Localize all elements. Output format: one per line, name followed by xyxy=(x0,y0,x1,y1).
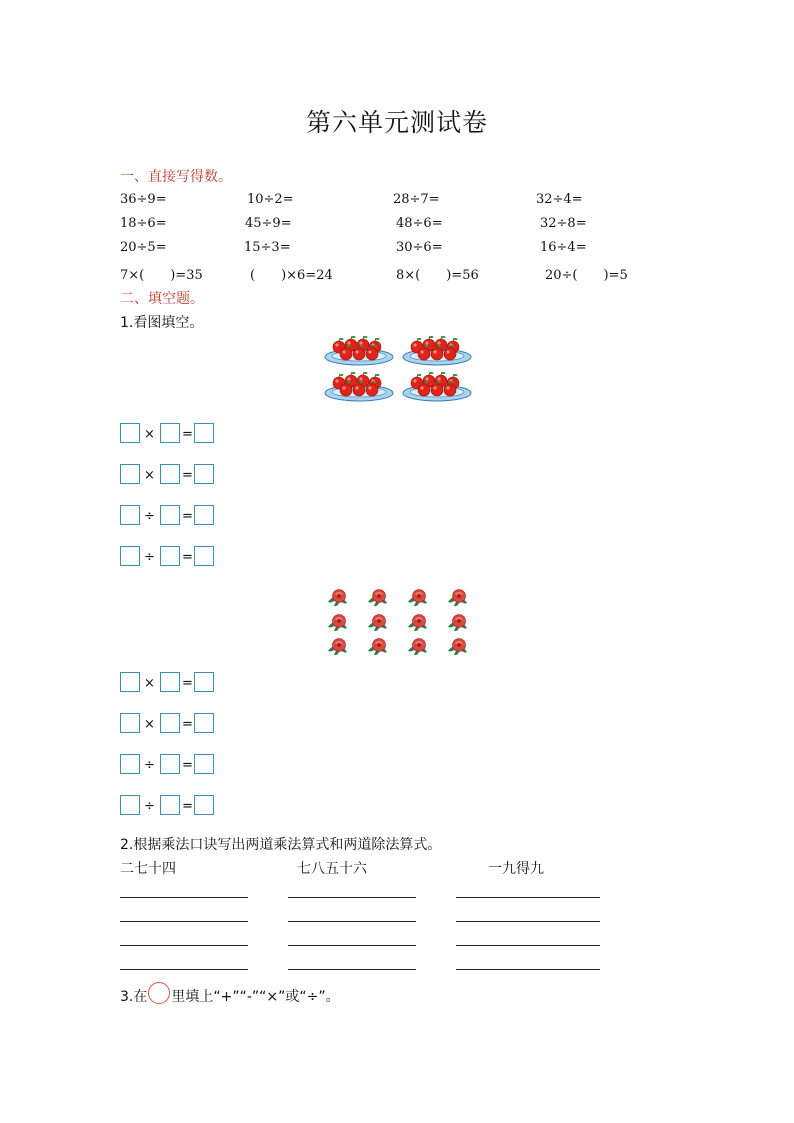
flower xyxy=(328,639,347,656)
section-heading-2: 二、填空题。 xyxy=(120,291,204,307)
operator: × xyxy=(144,676,155,691)
answer-line[interactable] xyxy=(288,969,416,970)
flower xyxy=(448,615,467,632)
answer-box[interactable] xyxy=(160,754,180,774)
calc-item: 20÷( )=5 xyxy=(545,268,628,283)
answer-box[interactable] xyxy=(194,713,214,733)
operator-circle[interactable] xyxy=(148,982,170,1004)
question-3 xyxy=(120,986,340,1008)
operator: × xyxy=(144,468,155,483)
apple-plate xyxy=(403,372,471,401)
calc-item: 32÷8= xyxy=(540,216,587,231)
answer-line[interactable] xyxy=(456,945,600,946)
equals-sign: = xyxy=(182,509,193,524)
flower xyxy=(368,615,387,632)
answer-box[interactable] xyxy=(160,546,180,566)
calc-item: 30÷6= xyxy=(396,240,443,255)
equals-sign: = xyxy=(182,427,193,442)
answer-box[interactable] xyxy=(120,546,140,566)
operator: × xyxy=(144,427,155,442)
answer-line[interactable] xyxy=(456,921,600,922)
apple-plates-picture xyxy=(320,336,480,408)
flower xyxy=(408,590,427,607)
answer-box[interactable] xyxy=(160,423,180,443)
answer-line[interactable] xyxy=(288,921,416,922)
question-3-suffix: 里填上“+”“-”“×”或“÷”。 xyxy=(171,989,340,1005)
calc-item: ( )×6=24 xyxy=(250,268,333,283)
equals-sign: = xyxy=(182,550,193,565)
formula-label: 七八五十六 xyxy=(297,861,367,877)
calc-item: 45÷9= xyxy=(245,216,292,231)
operator: × xyxy=(144,717,155,732)
flower xyxy=(328,590,347,607)
equals-sign: = xyxy=(182,758,193,773)
page-title: 第六单元测试卷 xyxy=(305,108,488,137)
answer-box[interactable] xyxy=(120,754,140,774)
calc-item: 20÷5= xyxy=(120,240,167,255)
equals-sign: = xyxy=(182,676,193,691)
answer-line[interactable] xyxy=(456,897,600,898)
calc-item: 36÷9= xyxy=(120,192,167,207)
operator: ÷ xyxy=(144,550,155,565)
formula-label: 一九得九 xyxy=(488,861,544,877)
answer-box[interactable] xyxy=(160,505,180,525)
equals-sign: = xyxy=(182,717,193,732)
apple-plate xyxy=(403,336,471,365)
answer-line[interactable] xyxy=(288,897,416,898)
answer-box[interactable] xyxy=(160,795,180,815)
answer-box[interactable] xyxy=(120,505,140,525)
answer-box[interactable] xyxy=(194,754,214,774)
apple-plate xyxy=(325,372,393,401)
calc-item: 18÷6= xyxy=(120,216,167,231)
calc-item: 48÷6= xyxy=(396,216,443,231)
equals-sign: = xyxy=(182,799,193,814)
calc-item: 16÷4= xyxy=(540,240,587,255)
answer-line[interactable] xyxy=(456,969,600,970)
equals-sign: = xyxy=(182,468,193,483)
flower xyxy=(408,615,427,632)
answer-box[interactable] xyxy=(160,713,180,733)
flower xyxy=(408,639,427,656)
question-2-label: 2.根据乘法口诀写出两道乘法算式和两道除法算式。 xyxy=(120,837,442,853)
answer-box[interactable] xyxy=(194,505,214,525)
calc-item: 8×( )=56 xyxy=(396,268,479,283)
answer-line[interactable] xyxy=(120,945,248,946)
answer-box[interactable] xyxy=(120,464,140,484)
calc-item: 32÷4= xyxy=(536,192,583,207)
answer-box[interactable] xyxy=(194,795,214,815)
answer-box[interactable] xyxy=(194,672,214,692)
calc-item: 10÷2= xyxy=(247,192,294,207)
flower xyxy=(368,590,387,607)
apple-plate xyxy=(325,336,393,365)
flower xyxy=(448,639,467,656)
calc-item: 28÷7= xyxy=(393,192,440,207)
answer-box[interactable] xyxy=(194,423,214,443)
flower xyxy=(448,590,467,607)
question-3-prefix: 3.在 xyxy=(120,989,148,1005)
answer-box[interactable] xyxy=(120,672,140,692)
answer-box[interactable] xyxy=(194,464,214,484)
answer-box[interactable] xyxy=(160,672,180,692)
answer-line[interactable] xyxy=(288,945,416,946)
answer-line[interactable] xyxy=(120,921,248,922)
operator: ÷ xyxy=(144,758,155,773)
answer-box[interactable] xyxy=(120,423,140,443)
answer-line[interactable] xyxy=(120,969,248,970)
flower xyxy=(328,615,347,632)
answer-line[interactable] xyxy=(120,897,248,898)
flower xyxy=(368,639,387,656)
flowers-picture xyxy=(320,583,476,659)
question-1-label: 1.看图填空。 xyxy=(120,315,204,331)
calc-item: 7×( )=35 xyxy=(120,268,203,283)
operator: ÷ xyxy=(144,799,155,814)
answer-box[interactable] xyxy=(120,713,140,733)
calc-item: 15÷3= xyxy=(244,240,291,255)
formula-label: 二七十四 xyxy=(120,861,176,877)
operator: ÷ xyxy=(144,509,155,524)
answer-box[interactable] xyxy=(120,795,140,815)
answer-box[interactable] xyxy=(194,546,214,566)
section-heading-1: 一、直接写得数。 xyxy=(120,169,232,185)
answer-box[interactable] xyxy=(160,464,180,484)
